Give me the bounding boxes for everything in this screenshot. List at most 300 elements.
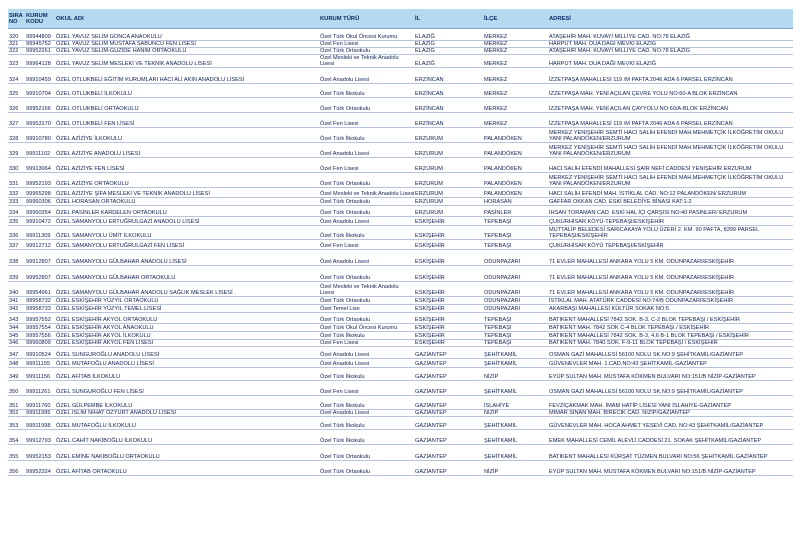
cell-il: ESKİŞEHİR <box>414 305 483 313</box>
cell-adresi: BATIKENT MAH. 7840 SOK. F-9-11 BLOK TEPEBAŞI / ESKİŞEHİR <box>548 340 793 347</box>
cell-il: ELAZIĞ <box>414 55 483 68</box>
cell-kurum-turu: Özel Türk Ortaokulu <box>319 98 414 113</box>
cell-il: ERZURUM <box>414 173 483 188</box>
table-row <box>8 445 793 461</box>
cell-il: ERZİNCAN <box>414 113 483 128</box>
cell-il: ERZURUM <box>414 158 483 173</box>
cell-il: ERZİNCAN <box>414 68 483 84</box>
table-row <box>8 340 793 347</box>
cell-kurum-turu: Özel Türk Okul Öncesi Kurumu <box>319 324 414 332</box>
cell-kurum-turu: Özel Anadolu Lisesi <box>319 359 414 368</box>
table-row <box>8 173 793 188</box>
cell-sira-no: 343 <box>8 313 25 324</box>
cell-okul-adi: ÖZEL AFİTAB İLKOKULU <box>55 368 319 381</box>
cell-kurum-kodu: 99910472 <box>25 217 55 226</box>
cell-adresi: ATAŞEHİR MAH. KUVAYİ MİLLİYE CAD. NO:78 ELAZIĞ <box>548 29 793 41</box>
cell-sira-no: 338 <box>8 250 25 266</box>
cell-okul-adi: ÖZEL OTLUKBELİ FEN LİSESİ <box>55 113 319 128</box>
cell-adresi: BATIKENT MAHALLESİ KÜRŞAT TÜZMEN BULVARI NO:56 ŞEHİTKAMİL GAZİANTEP <box>548 445 793 461</box>
header-il: İL <box>414 9 483 29</box>
table-row <box>8 41 793 48</box>
cell-il: GAZİANTEP <box>414 381 483 396</box>
cell-sira-no: 350 <box>8 381 25 396</box>
cell-kurum-turu: Özel Anadolu Lisesi <box>319 410 414 417</box>
table-row <box>8 98 793 113</box>
cell-ilce: TEPEBAŞI <box>483 324 548 332</box>
cell-sira-no: 321 <box>8 41 25 48</box>
cell-kurum-turu: Özel Fen Lisesi <box>319 41 414 48</box>
cell-il: GAZİANTEP <box>414 359 483 368</box>
table-row <box>8 381 793 396</box>
cell-kurum-turu: Özel Fen Lisesi <box>319 381 414 396</box>
table-row <box>8 410 793 417</box>
cell-il: ERZURUM <box>414 128 483 143</box>
cell-okul-adi: ÖZEL CAHİT NAKİBOĞLU İLKOKULU <box>55 430 319 445</box>
cell-kurum-turu: Özel Anadolu Lisesi <box>319 143 414 158</box>
cell-il: ERZİNCAN <box>414 98 483 113</box>
cell-sira-no: 320 <box>8 29 25 41</box>
cell-il: GAZİANTEP <box>414 430 483 445</box>
cell-kurum-kodu: 99913064 <box>25 158 55 173</box>
cell-okul-adi: ÖZEL SUNGUROĞLU ANADOLU LİSESİ <box>55 347 319 359</box>
cell-sira-no: 329 <box>8 143 25 158</box>
header-kurum-kodu: KURUM KODU <box>25 9 55 29</box>
cell-adresi: MERKEZ YENİŞEHİR SEMTİ HACI SALİH EFENDİ MAH.MEHMETÇİK İLKÖĞRETİM OKULU YANI PALANDÖKEN/ERZURUM <box>548 173 793 188</box>
table-row <box>8 48 793 55</box>
cell-il: ESKİŞEHİR <box>414 250 483 266</box>
cell-kurum-turu: Özel Türk Okul Öncesi Kurumu <box>319 29 414 41</box>
table-row <box>8 158 793 173</box>
cell-ilce: PALANDÖKEN <box>483 158 548 173</box>
cell-adresi: İSTİKLAL MAH. ATATÜRK CADDESİ NO:74/B ODUNPAZARI/ESKİŞEHİR <box>548 297 793 305</box>
cell-sira-no: 353 <box>8 417 25 430</box>
cell-adresi: GÜVENEVLER MAH. 1.CAD.NO:43 ŞEHİTKAMİL-GAZİANTEP <box>548 359 793 368</box>
cell-okul-adi: ÖZEL AZİZİYE ŞİFA MESLEKİ VE TEKNİK ANADOLU LİSESİ <box>55 188 319 198</box>
cell-ilce: ŞEHİTKAMİL <box>483 359 548 368</box>
cell-okul-adi: ÖZEL AZİZİYE ORTAOKULU <box>55 173 319 188</box>
table-row <box>8 188 793 198</box>
cell-sira-no: 348 <box>8 359 25 368</box>
cell-sira-no: 339 <box>8 266 25 282</box>
table-body <box>8 29 793 476</box>
cell-sira-no: 351 <box>8 396 25 410</box>
cell-okul-adi: ÖZEL SAMANYOLU GÜLBAHAR ANADOLU LİSESİ <box>55 250 319 266</box>
cell-kurum-turu: Özel Türk Ortaokulu <box>319 198 414 206</box>
cell-sira-no: 333 <box>8 198 25 206</box>
cell-kurum-kodu: 99952324 <box>25 461 55 476</box>
cell-ilce: TEPEBAŞI <box>483 340 548 347</box>
cell-okul-adi: ÖZEL YAVUZ SELİM MESLEKİ VE TEKNİK ANADOLU LİSESİ <box>55 55 319 68</box>
cell-adresi: 71 EVLER MAHALLESİ ANKARA YOLU 5 KM. ODUNPAZARI/ESKİŞEHİR <box>548 282 793 297</box>
cell-kurum-kodu: 99911998 <box>25 417 55 430</box>
cell-sira-no: 346 <box>8 340 25 347</box>
cell-kurum-turu: Özel Anadolu Lisesi <box>319 217 414 226</box>
table-row <box>8 313 793 324</box>
header-okul-adi: OKUL ADI <box>55 9 319 29</box>
table-row <box>8 396 793 410</box>
cell-kurum-kodu: 99911156 <box>25 368 55 381</box>
cell-ilce: ŞEHİTKAMİL <box>483 347 548 359</box>
cell-okul-adi: ÖZEL YAVUZ SELİM MUSTAFA SABUNCU FEN LİSESİ <box>55 41 319 48</box>
cell-kurum-kodu: 99944809 <box>25 29 55 41</box>
cell-il: ESKİŞEHİR <box>414 332 483 340</box>
cell-kurum-kodu: 99910459 <box>25 68 55 84</box>
cell-sira-no: 327 <box>8 113 25 128</box>
cell-kurum-kodu: 99911995 <box>25 410 55 417</box>
cell-il: ELAZIĞ <box>414 48 483 55</box>
cell-adresi: HACI SALİH EFENDİ MAHALLESİ ŞAİR NEFİ CADDESİ YENİŞEHİR ERZURUM <box>548 158 793 173</box>
cell-kurum-kodu: 99958732 <box>25 297 55 305</box>
cell-kurum-turu: Özel Fen Lisesi <box>319 340 414 347</box>
cell-okul-adi: ÖZEL ESKİŞEHİR AKYOL İLKOKULU <box>55 332 319 340</box>
cell-il: ERZİNCAN <box>414 84 483 98</box>
cell-ilce: TEPEBAŞI <box>483 226 548 240</box>
cell-okul-adi: ÖZEL SAMANYOLU ERTUĞRULGAZİ FEN LİSESİ <box>55 240 319 250</box>
cell-okul-adi: ÖZEL GÜLPEMBE İLKOKULU <box>55 396 319 410</box>
cell-sira-no: 330 <box>8 158 25 173</box>
cell-sira-no: 345 <box>8 332 25 340</box>
cell-ilce: MERKEZ <box>483 55 548 68</box>
cell-okul-adi: ÖZEL SAMANYOLU ERTUĞRULGAZİ ANADOLU LİSESİ <box>55 217 319 226</box>
cell-il: GAZİANTEP <box>414 410 483 417</box>
cell-kurum-turu: Özel Türk İlkokulu <box>319 417 414 430</box>
cell-il: GAZİANTEP <box>414 417 483 430</box>
cell-kurum-kodu: 99911309 <box>25 226 55 240</box>
cell-il: ELAZIĞ <box>414 41 483 48</box>
cell-okul-adi: ÖZEL SAMANYOLU GÜLBAHAR ANADOLU SAĞLIK MESLEK LİSESİ . <box>55 282 319 297</box>
cell-il: ESKİŞEHİR <box>414 340 483 347</box>
cell-il: GAZİANTEP <box>414 368 483 381</box>
cell-adresi: HACI SALİH EFENDİ MAH. İSTİKLAL CAD. NO:12 PALANDÖKEN/ ERZURUM <box>548 188 793 198</box>
cell-kurum-kodu: 99912793 <box>25 430 55 445</box>
cell-kurum-kodu: 99965298 <box>25 188 55 198</box>
cell-ilce: PASİNLER <box>483 206 548 217</box>
cell-ilce: MERKEZ <box>483 113 548 128</box>
cell-ilce: ODUNPAZARI <box>483 305 548 313</box>
cell-kurum-kodu: 99958733 <box>25 305 55 313</box>
table-row <box>8 266 793 282</box>
cell-okul-adi: ÖZEL PASİNLER KARDELEN ORTAOKULU <box>55 206 319 217</box>
table-row <box>8 226 793 240</box>
cell-adresi: İHSAN TORAMAN CAD. ESKİ HAL İÇİ ÇARŞISI NO:40 PASİNLER/ ERZURUM <box>548 206 793 217</box>
cell-adresi: EYÜP SULTAN MAH. MUSTAFA KÖKMEN BULVARI NO:151/B NİZİP-GAZİANTEP <box>548 461 793 476</box>
cell-kurum-kodu: 99952153 <box>25 445 55 461</box>
cell-kurum-turu: Özel Türk Ortaokulu <box>319 461 414 476</box>
cell-sira-no: 326 <box>8 98 25 113</box>
cell-kurum-kodu: 99953170 <box>25 113 55 128</box>
cell-kurum-turu: Özel Türk İlkokulu <box>319 430 414 445</box>
table-row <box>8 84 793 98</box>
cell-il: ESKİŞEHİR <box>414 217 483 226</box>
cell-ilce: MERKEZ <box>483 29 548 41</box>
cell-okul-adi: ÖZEL AZİZİYE ANADOLU LİSESİ <box>55 143 319 158</box>
cell-sira-no: 340 <box>8 282 25 297</box>
table-row <box>8 113 793 128</box>
cell-sira-no: 352 <box>8 410 25 417</box>
cell-ilce: MERKEZ <box>483 41 548 48</box>
cell-okul-adi: ÖZEL EMİNE NAKİBOĞLU ORTAOKULU <box>55 445 319 461</box>
cell-kurum-kodu: 99910524 <box>25 347 55 359</box>
cell-adresi: 71 EVLER MAHALLESİ ANKARA YOLU 5 KM. ODUNPAZARI/ESKİŞEHİR <box>548 266 793 282</box>
cell-adresi: BATIKENT MAHALLESİ 7842 SOK. B-3, 4,6 B-1 BLOK TEPEBAŞI / ESKİŞEHİR <box>548 332 793 340</box>
cell-kurum-turu: Özel Türk Ortaokulu <box>319 173 414 188</box>
cell-okul-adi: ÖZEL AFİTAB ORTAOKULU <box>55 461 319 476</box>
table-row <box>8 128 793 143</box>
cell-il: ESKİŞEHİR <box>414 226 483 240</box>
cell-sira-no: 341 <box>8 297 25 305</box>
cell-ilce: MERKEZ <box>483 98 548 113</box>
cell-adresi: EYÜP SULTAN MAH. MUSTAFA KÖKMEN BULVARI NO:151/B NİZİP-GAZİANTEP <box>548 368 793 381</box>
table-row <box>8 368 793 381</box>
cell-kurum-turu: Özel Türk Ortaokulu <box>319 206 414 217</box>
cell-kurum-turu: Özel Türk Ortaokulu <box>319 266 414 282</box>
cell-kurum-turu: Özel Mesleki ve Teknik Anadolu Lisesi <box>319 282 414 297</box>
cell-ilce: PALANDÖKEN <box>483 143 548 158</box>
cell-kurum-turu: Özel Anadolu Lisesi <box>319 68 414 84</box>
header-sira-no: SIRA NO <box>8 9 25 29</box>
header-row <box>8 9 793 29</box>
header-adresi: ADRESİ <box>548 9 793 29</box>
cell-sira-no: 334 <box>8 206 25 217</box>
table-row <box>8 430 793 445</box>
table-row <box>8 217 793 226</box>
header-kurum-turu: KURUM TÜRÜ <box>319 9 414 29</box>
cell-okul-adi: ÖZEL ESKİŞEHİR YÜZYIL ORTAOKULU <box>55 297 319 305</box>
cell-adresi: ÇUKURHİSAR KÖYÜ-TEPEBAŞI/ESKİŞEHİR <box>548 217 793 226</box>
cell-sira-no: 354 <box>8 430 25 445</box>
cell-adresi: İZZETPAŞA MAH. YENİ AÇILAN ÇAYYOLU NO:60/A-BLOK ERZİNCAN <box>548 98 793 113</box>
cell-kurum-turu: Özel Türk Ortaokulu <box>319 313 414 324</box>
cell-ilce: ŞEHİTKAMİL <box>483 445 548 461</box>
cell-okul-adi: ÖZEL OTLUKBELİ EĞİTİM KURUMLARI HACI ALİ AKIN ANADOLU LİSESİ <box>55 68 319 84</box>
cell-kurum-kodu: 99960809 <box>25 340 55 347</box>
table-row <box>8 68 793 84</box>
cell-okul-adi: ÖZEL İSLİM NİHAT ÖZYURT ANADOLU LİSESİ <box>55 410 319 417</box>
cell-kurum-kodu: 99960354 <box>25 206 55 217</box>
header-ilce: İLÇE <box>483 9 548 29</box>
cell-sira-no: 342 <box>8 305 25 313</box>
cell-okul-adi: ÖZEL HORASAN ORTAOKULU <box>55 198 319 206</box>
cell-ilce: MERKEZ <box>483 84 548 98</box>
cell-il: GAZİANTEP <box>414 396 483 410</box>
cell-kurum-kodu: 99910780 <box>25 128 55 143</box>
cell-kurum-kodu: 99911155 <box>25 359 55 368</box>
table-row <box>8 55 793 68</box>
cell-sira-no: 324 <box>8 68 25 84</box>
table-row <box>8 143 793 158</box>
table-row <box>8 324 793 332</box>
cell-kurum-turu: Özel Türk İlkokulu <box>319 396 414 410</box>
cell-ilce: ODUNPAZARI <box>483 266 548 282</box>
cell-kurum-kodu: 99952193 <box>25 173 55 188</box>
table-row <box>8 240 793 250</box>
cell-sira-no: 356 <box>8 461 25 476</box>
cell-kurum-turu: Özel Türk Ortaokulu <box>319 297 414 305</box>
cell-kurum-kodu: 99911760 <box>25 396 55 410</box>
cell-adresi: İZZETPAŞA MAHALLESİ 119 /M PAFTA 2046 ADA 6 PARSEL ERZİNCAN <box>548 68 793 84</box>
cell-okul-adi: ÖZEL SAMANYOLU ÜMİT İLKOKULU <box>55 226 319 240</box>
cell-kurum-kodu: 99957554 <box>25 324 55 332</box>
cell-sira-no: 337 <box>8 240 25 250</box>
cell-ilce: PALANDÖKEN <box>483 188 548 198</box>
cell-kurum-kodu: 99957552 <box>25 313 55 324</box>
cell-sira-no: 335 <box>8 217 25 226</box>
cell-il: ELAZIĞ <box>414 29 483 41</box>
cell-kurum-turu: Özel Anadolu Lisesi <box>319 250 414 266</box>
cell-il: ESKİŞEHİR <box>414 282 483 297</box>
cell-adresi: HARPUT MAH. DUA DAĞI MEVKİ ELAZIĞ <box>548 41 793 48</box>
table-row <box>8 282 793 297</box>
cell-adresi: MERKEZ YENİŞEHİR SEMTİ HACI SALİH EFENDİ MAH.MEHMETÇİK İLKÖĞRETİM OKULU YANI PALANDÖKEN/ERZURUM <box>548 128 793 143</box>
cell-adresi: ÇUKURHİSAR KÖYÜ TEPEBAŞI/ESKİŞEHİR <box>548 240 793 250</box>
cell-kurum-kodu: 99952166 <box>25 98 55 113</box>
cell-kurum-kodu: 99957556 <box>25 332 55 340</box>
cell-ilce: ODUNPAZARI <box>483 297 548 305</box>
table-header <box>8 9 793 29</box>
table-row <box>8 206 793 217</box>
cell-ilce: ŞEHİTKAMİL <box>483 381 548 396</box>
cell-adresi: BATIKENT MAH. 7842 SOK C-4 BLOK TEPEBAŞI / ESKİŞEHİR <box>548 324 793 332</box>
cell-il: GAZİANTEP <box>414 445 483 461</box>
table-row <box>8 359 793 368</box>
cell-il: ESKİŞEHİR <box>414 313 483 324</box>
cell-okul-adi: ÖZEL ESKİŞEHİR AKYOL ORTAOKULU <box>55 313 319 324</box>
table-row <box>8 305 793 313</box>
cell-il: ESKİŞEHİR <box>414 240 483 250</box>
cell-adresi: 71 EVLER MAHALLESİ ANKARA YOLU 5 KM. ODUNPAZARI/ESKİŞEHİR <box>548 250 793 266</box>
cell-kurum-kodu: 99911261 <box>25 381 55 396</box>
cell-kurum-kodu: 99964128 <box>25 55 55 68</box>
cell-ilce: PALANDÖKEN <box>483 128 548 143</box>
cell-okul-adi: ÖZEL YAVUZ SELİM GONCA ANAOKULU <box>55 29 319 41</box>
cell-okul-adi: ÖZEL ESKİŞEHİR AKYOL ANAOKULU <box>55 324 319 332</box>
cell-il: ESKİŞEHİR <box>414 266 483 282</box>
cell-ilce: PALANDÖKEN <box>483 173 548 188</box>
school-list-table <box>8 9 793 476</box>
cell-adresi: MERKEZ YENİŞEHİR SEMTİ HACI SALİH EFENDİ MAH.MEHMETÇİK İLKÖĞRETİM OKULU YANI PALANDÖKEN/ERZURUM <box>548 143 793 158</box>
cell-il: ESKİŞEHİR <box>414 324 483 332</box>
table-row <box>8 332 793 340</box>
cell-sira-no: 332 <box>8 188 25 198</box>
cell-sira-no: 323 <box>8 55 25 68</box>
cell-okul-adi: ÖZEL ESKİŞEHİR YÜZYIL TEMEL LİSESİ <box>55 305 319 313</box>
cell-adresi: OSMAN GAZİ MAHALLESİ 56100 NOLU SK.NO:9 ŞEHİTKAMİL/GAZİANTEP <box>548 381 793 396</box>
cell-kurum-kodu: 99912712 <box>25 240 55 250</box>
cell-ilce: TEPEBAŞI <box>483 240 548 250</box>
cell-kurum-turu: Özel Türk Ortaokulu <box>319 445 414 461</box>
cell-sira-no: 331 <box>8 173 25 188</box>
cell-kurum-turu: Özel Mesleki ve Teknik Anadolu Lisesi <box>319 55 414 68</box>
cell-adresi: MİMAR SİNAN MAH. BİRECİK CAD. NİZİP/GAZİANTEP <box>548 410 793 417</box>
cell-adresi: İZZETPAŞA MAH. YENİ AÇILAN ÇEVRE YOLU NO:60-A BLOK ERZİNCAN <box>548 84 793 98</box>
cell-sira-no: 349 <box>8 368 25 381</box>
cell-adresi: HARPUT MAH. DUA DAĞI MEVKİ ELAZIĞ <box>548 55 793 68</box>
cell-adresi: OSMAN GAZİ MAHALLESİ 56100 NOLU SK.NO:9 ŞEHİTKAMİL/GAZİANTEP <box>548 347 793 359</box>
cell-okul-adi: ÖZEL AZİZİYE FEN LİSESİ <box>55 158 319 173</box>
cell-ilce: ŞEHİTKAMİL <box>483 417 548 430</box>
cell-okul-adi: ÖZEL SUNGUROĞLU FEN LİSESİ <box>55 381 319 396</box>
table-row <box>8 347 793 359</box>
cell-il: GAZİANTEP <box>414 347 483 359</box>
table-row <box>8 250 793 266</box>
cell-ilce: MERKEZ <box>483 68 548 84</box>
cell-kurum-turu: Özel Türk Ortaokulu <box>319 48 414 55</box>
cell-ilce: ŞEHİTKAMİL <box>483 430 548 445</box>
cell-kurum-turu: Özel Anadolu Lisesi <box>319 347 414 359</box>
table-row <box>8 461 793 476</box>
cell-adresi: FEVZİÇAKMAK MAH. İMAM HATİP LİSESİ YANI İSLAHİYE-GAZİANTEP <box>548 396 793 410</box>
cell-ilce: NİZİP <box>483 368 548 381</box>
cell-kurum-kodu: 99945752 <box>25 41 55 48</box>
cell-okul-adi: ÖZEL YAVUZ SELİM-GÜZİDE HANIM ORTAOKULU <box>55 48 319 55</box>
cell-kurum-kodu: 99960306 <box>25 198 55 206</box>
cell-adresi: GAFFAR OKKAN CAD. ESKİ BELEDİYE BİNASI KAT:1-2 <box>548 198 793 206</box>
table-row <box>8 198 793 206</box>
cell-okul-adi: ÖZEL OTLUKBELİ ORTAOKULU <box>55 98 319 113</box>
cell-kurum-turu: Özel Türk İlkokulu <box>319 332 414 340</box>
cell-adresi: İZZETPAŞA MAHALLESİ 119 /M PAFTA 2046 ADA 6 PARSEL ERZİNCAN <box>548 113 793 128</box>
cell-okul-adi: ÖZEL MUTAFOĞLU İLKOKULU <box>55 417 319 430</box>
cell-okul-adi: ÖZEL AZİZİYE İLKOKULU <box>55 128 319 143</box>
cell-sira-no: 325 <box>8 84 25 98</box>
cell-kurum-kodu: 99952261 <box>25 48 55 55</box>
table-row <box>8 417 793 430</box>
cell-adresi: GÜVENEVLER MAH. HOCA AHMET YESEVİ CAD. NO:43 ŞEHİTKAMİL/GAZİANTEP <box>548 417 793 430</box>
cell-sira-no: 344 <box>8 324 25 332</box>
cell-kurum-turu: Özel Mesleki ve Teknik Anadolu Lisesi <box>319 188 414 198</box>
cell-kurum-turu: Özel Fen Lisesi <box>319 113 414 128</box>
cell-il: ERZURUM <box>414 143 483 158</box>
cell-okul-adi: ÖZEL SAMANYOLU GÜLBAHAR ORTAOKULU <box>55 266 319 282</box>
cell-ilce: İSLAHİYE <box>483 396 548 410</box>
cell-sira-no: 347 <box>8 347 25 359</box>
cell-ilce: ODUNPAZARI <box>483 282 548 297</box>
cell-adresi: BATIKENT MAHALLESİ 7842 SOK. B-3, C-2 BLOK TEPEBAŞI / ESKİŞEHİR <box>548 313 793 324</box>
cell-adresi: MUTTALİP BELEDESİ SARICAKAYA YOLU ÜZERİ 2. KM. 90 PAFTA, 8399 PARSEL TEPEBAŞI/ESKİŞEHİR <box>548 226 793 240</box>
cell-ilce: HORASAN <box>483 198 548 206</box>
cell-ilce: TEPEBAŞI <box>483 313 548 324</box>
cell-kurum-kodu: 99910704 <box>25 84 55 98</box>
cell-ilce: TEPEBAŞI <box>483 332 548 340</box>
cell-kurum-kodu: 99911102 <box>25 143 55 158</box>
cell-kurum-turu: Özel Türk İlkokulu <box>319 368 414 381</box>
cell-kurum-turu: Özel Fen Lisesi <box>319 240 414 250</box>
cell-adresi: AKARBAŞI MAHALLESİ KÜLTÜR SOKAK NO:5 <box>548 305 793 313</box>
cell-il: GAZİANTEP <box>414 461 483 476</box>
cell-il: ESKİŞEHİR <box>414 297 483 305</box>
cell-kurum-kodu: 99952807 <box>25 266 55 282</box>
cell-kurum-kodu: 99954961 <box>25 282 55 297</box>
table-row <box>8 297 793 305</box>
cell-kurum-kodu: 99912807 <box>25 250 55 266</box>
cell-ilce: MERKEZ <box>483 48 548 55</box>
cell-kurum-turu: Özel Fen Lisesi <box>319 158 414 173</box>
cell-ilce: NİZİP <box>483 410 548 417</box>
cell-sira-no: 336 <box>8 226 25 240</box>
cell-ilce: TEPEBAŞI <box>483 217 548 226</box>
cell-il: ERZURUM <box>414 206 483 217</box>
cell-ilce: ODUNPAZARI <box>483 250 548 266</box>
cell-adresi: EMEK MAHALLESİ CEMİL ALEVLİ CADDESİ 21. SOKAK ŞEHİTKAMİL/GAZİANTEP <box>548 430 793 445</box>
cell-kurum-turu: Özel Türk İlkokulu <box>319 84 414 98</box>
cell-okul-adi: ÖZEL MUTAFOĞLU ANADOLU LİSESİ <box>55 359 319 368</box>
cell-okul-adi: ÖZEL ESKİŞEHİR AKYOL FEN LİSESİ <box>55 340 319 347</box>
cell-il: ERZURUM <box>414 198 483 206</box>
cell-il: ERZURUM <box>414 188 483 198</box>
cell-sira-no: 322 <box>8 48 25 55</box>
cell-sira-no: 355 <box>8 445 25 461</box>
cell-kurum-turu: Özel Türk İlkokulu <box>319 226 414 240</box>
